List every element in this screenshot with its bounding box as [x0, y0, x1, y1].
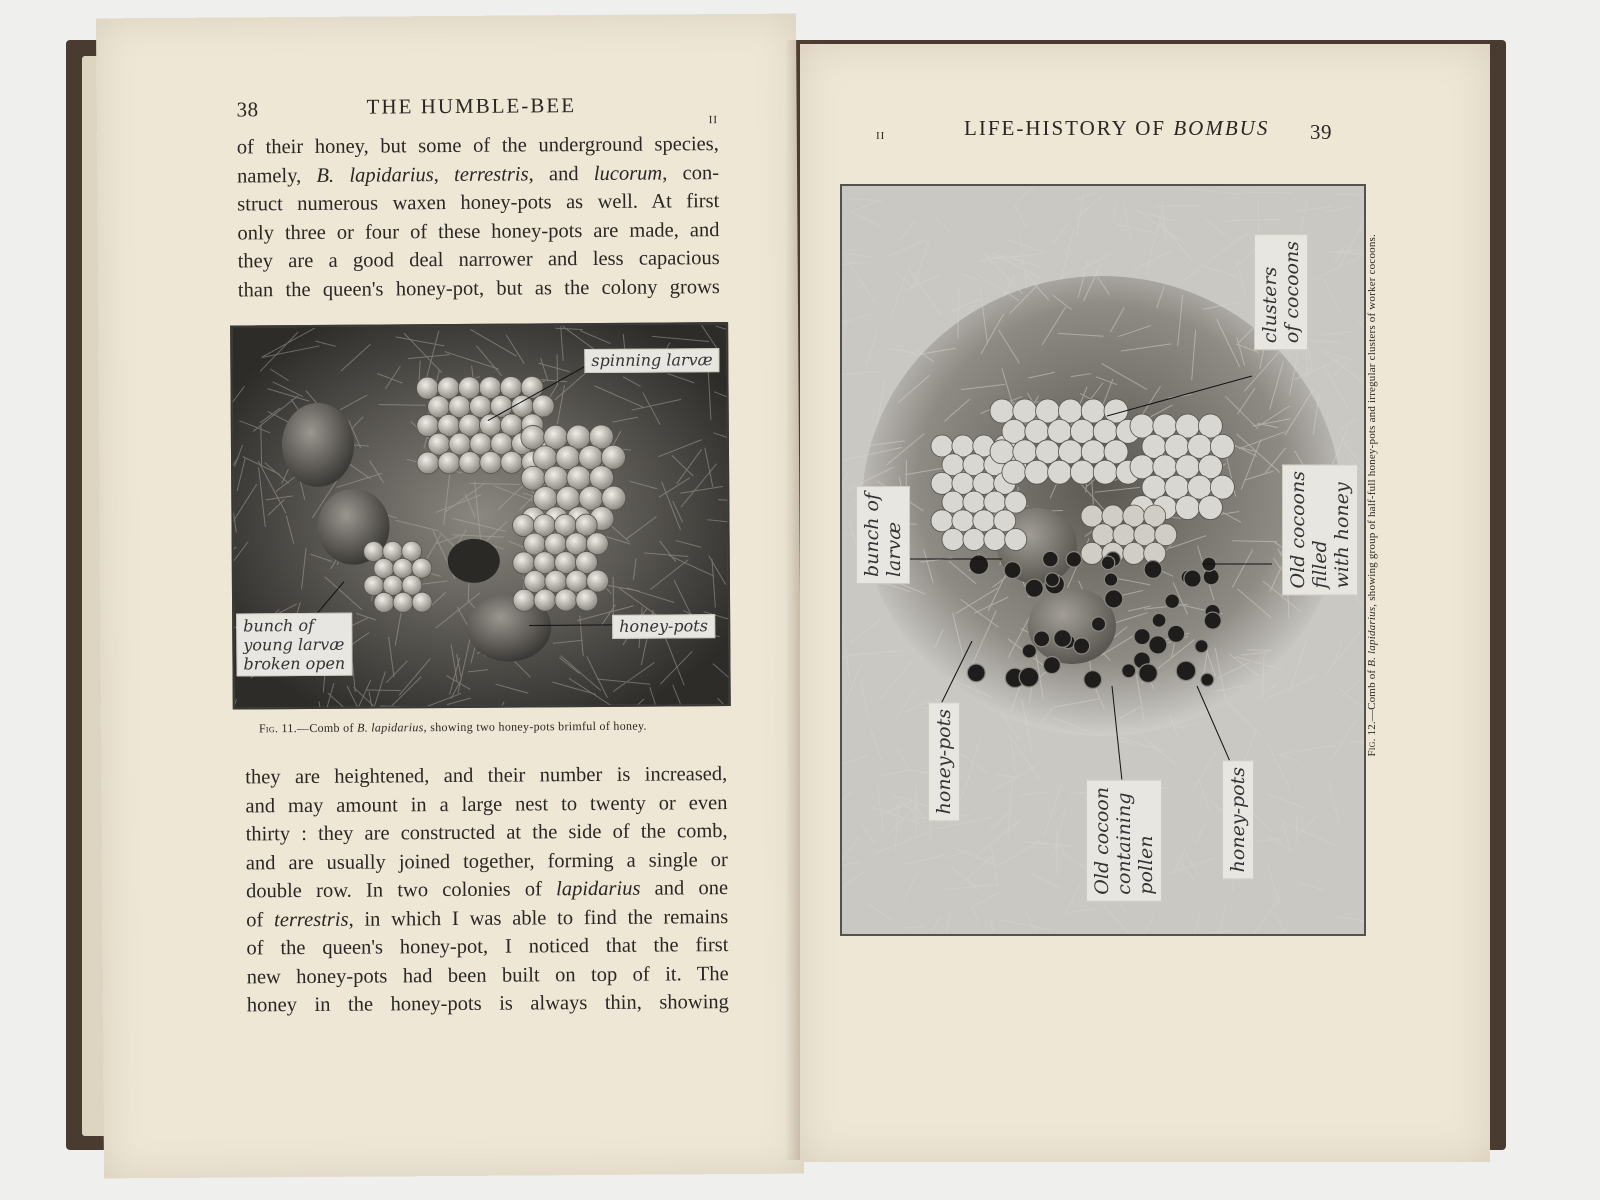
text-run: —Comb of	[296, 720, 358, 736]
text-run: namely,	[236, 164, 317, 187]
text-line	[237, 187, 719, 219]
text-run: Fig. 12.	[1366, 721, 1378, 757]
label-line: with honey	[1331, 482, 1353, 589]
text-run: , and	[528, 162, 594, 185]
text-line	[246, 817, 728, 849]
text-run: struct numerous waxen honey-pots as well. At first	[237, 190, 720, 216]
text-run: of	[246, 908, 275, 931]
text-line	[238, 273, 720, 305]
text-run: new honey-pots had been built on top of it. The	[246, 962, 729, 988]
running-head-prefix: LIFE-HISTORY OF	[964, 116, 1174, 140]
italic-text: B. lapidarius	[1366, 606, 1378, 667]
figure-11-caption	[259, 719, 647, 737]
text-run: , showing two honey-pots brimful of honey.	[423, 718, 647, 735]
label-line: larvæ	[883, 521, 905, 578]
body-text-bottom	[245, 760, 729, 1020]
label-bunch-of-larvae	[856, 486, 910, 584]
text-run: honey in the honey-pots is always thin, showing	[246, 991, 729, 1017]
label-line: bunch of	[861, 493, 883, 578]
page-number-left: 38	[236, 97, 259, 122]
label-line: of cocoons	[1281, 241, 1303, 344]
text-run: , showing group of half-full honey-pots and irregular clusters of worker cocoons.	[1366, 234, 1378, 607]
italic-text: lucorum	[593, 162, 663, 185]
text-run: they are heightened, and their number is increased,	[245, 763, 728, 789]
italic-text: B. lapidarius	[316, 163, 434, 187]
text-run: thirty : they are constructed at the side of the comb,	[245, 820, 728, 846]
text-run: of their honey, but some of the underground species,	[236, 133, 719, 159]
text-run: they are a good deal narrower and less capacious	[237, 247, 720, 273]
italic-text: lapidarius	[556, 877, 641, 901]
label-line: filled	[1309, 540, 1331, 589]
running-head-right	[964, 116, 1269, 141]
text-run: and one	[640, 877, 729, 900]
label-line: young larvæ	[243, 634, 345, 655]
italic-text: terrestris	[274, 908, 349, 931]
page-number-right: 39	[1310, 120, 1332, 144]
text-run: ,	[433, 163, 455, 186]
text-line	[246, 931, 728, 963]
label-line: bunch of	[243, 615, 315, 636]
label-honey-pots-right-1: honey-pots	[928, 702, 960, 821]
label-line: pollen	[1135, 835, 1157, 895]
text-line	[237, 130, 719, 162]
label-line: Old cocoon	[1091, 787, 1113, 895]
text-run: , con-	[662, 161, 720, 185]
figure-11-photo	[230, 322, 731, 709]
label-honey-pots-left: honey-pots	[612, 614, 715, 639]
label-bunch-young-larvae	[236, 613, 352, 677]
text-line	[247, 960, 729, 992]
label-line: broken open	[243, 653, 346, 674]
text-line	[238, 244, 720, 276]
left-page	[96, 14, 804, 1179]
text-run: of the queen's honey-pot, I noticed that the first	[246, 934, 729, 960]
text-run: than the queen's honey-pot, but as the colony grows	[237, 275, 720, 301]
chapter-mark-left: II	[708, 114, 719, 127]
text-line	[245, 789, 727, 821]
running-head-italic: BOMBUS	[1173, 116, 1270, 140]
text-run: and may amount in a large nest to twenty or even	[245, 791, 728, 817]
text-line	[237, 159, 719, 191]
text-line	[247, 988, 729, 1020]
text-run: double row. In two colonies of	[245, 878, 557, 903]
text-line	[237, 216, 719, 248]
label-old-cocoon-pollen	[1086, 780, 1162, 902]
label-line: clusters	[1259, 266, 1281, 344]
chapter-mark-right: II	[876, 130, 886, 142]
label-old-cocoons-honey	[1282, 464, 1358, 595]
label-line: containing	[1113, 792, 1135, 895]
text-line	[245, 760, 727, 792]
text-line	[246, 846, 728, 878]
body-text-top	[237, 130, 720, 304]
figure-12-caption	[1366, 234, 1378, 757]
text-run: —Comb of	[1366, 666, 1378, 722]
label-spinning-larvae: spinning larvæ	[584, 348, 719, 373]
running-head-left: THE HUMBLE-BEE	[366, 93, 577, 119]
label-line: Old cocoons	[1287, 471, 1309, 589]
figure-12-photo	[840, 184, 1366, 936]
text-run: Fig. 11.	[258, 721, 298, 736]
label-honey-pots-right-2: honey-pots	[1222, 760, 1254, 879]
text-run: only three or four of these honey-pots are made, and	[237, 218, 720, 244]
text-line	[246, 903, 728, 935]
text-line	[246, 874, 728, 906]
right-page	[800, 44, 1490, 1162]
text-run: , in which I was able to find the remains	[348, 905, 729, 931]
italic-text: terrestris	[454, 162, 529, 186]
text-run: and are usually joined together, forming a single or	[245, 848, 728, 874]
label-clusters-of-cocoons	[1254, 234, 1308, 350]
italic-text: B. lapidarius	[356, 720, 424, 735]
